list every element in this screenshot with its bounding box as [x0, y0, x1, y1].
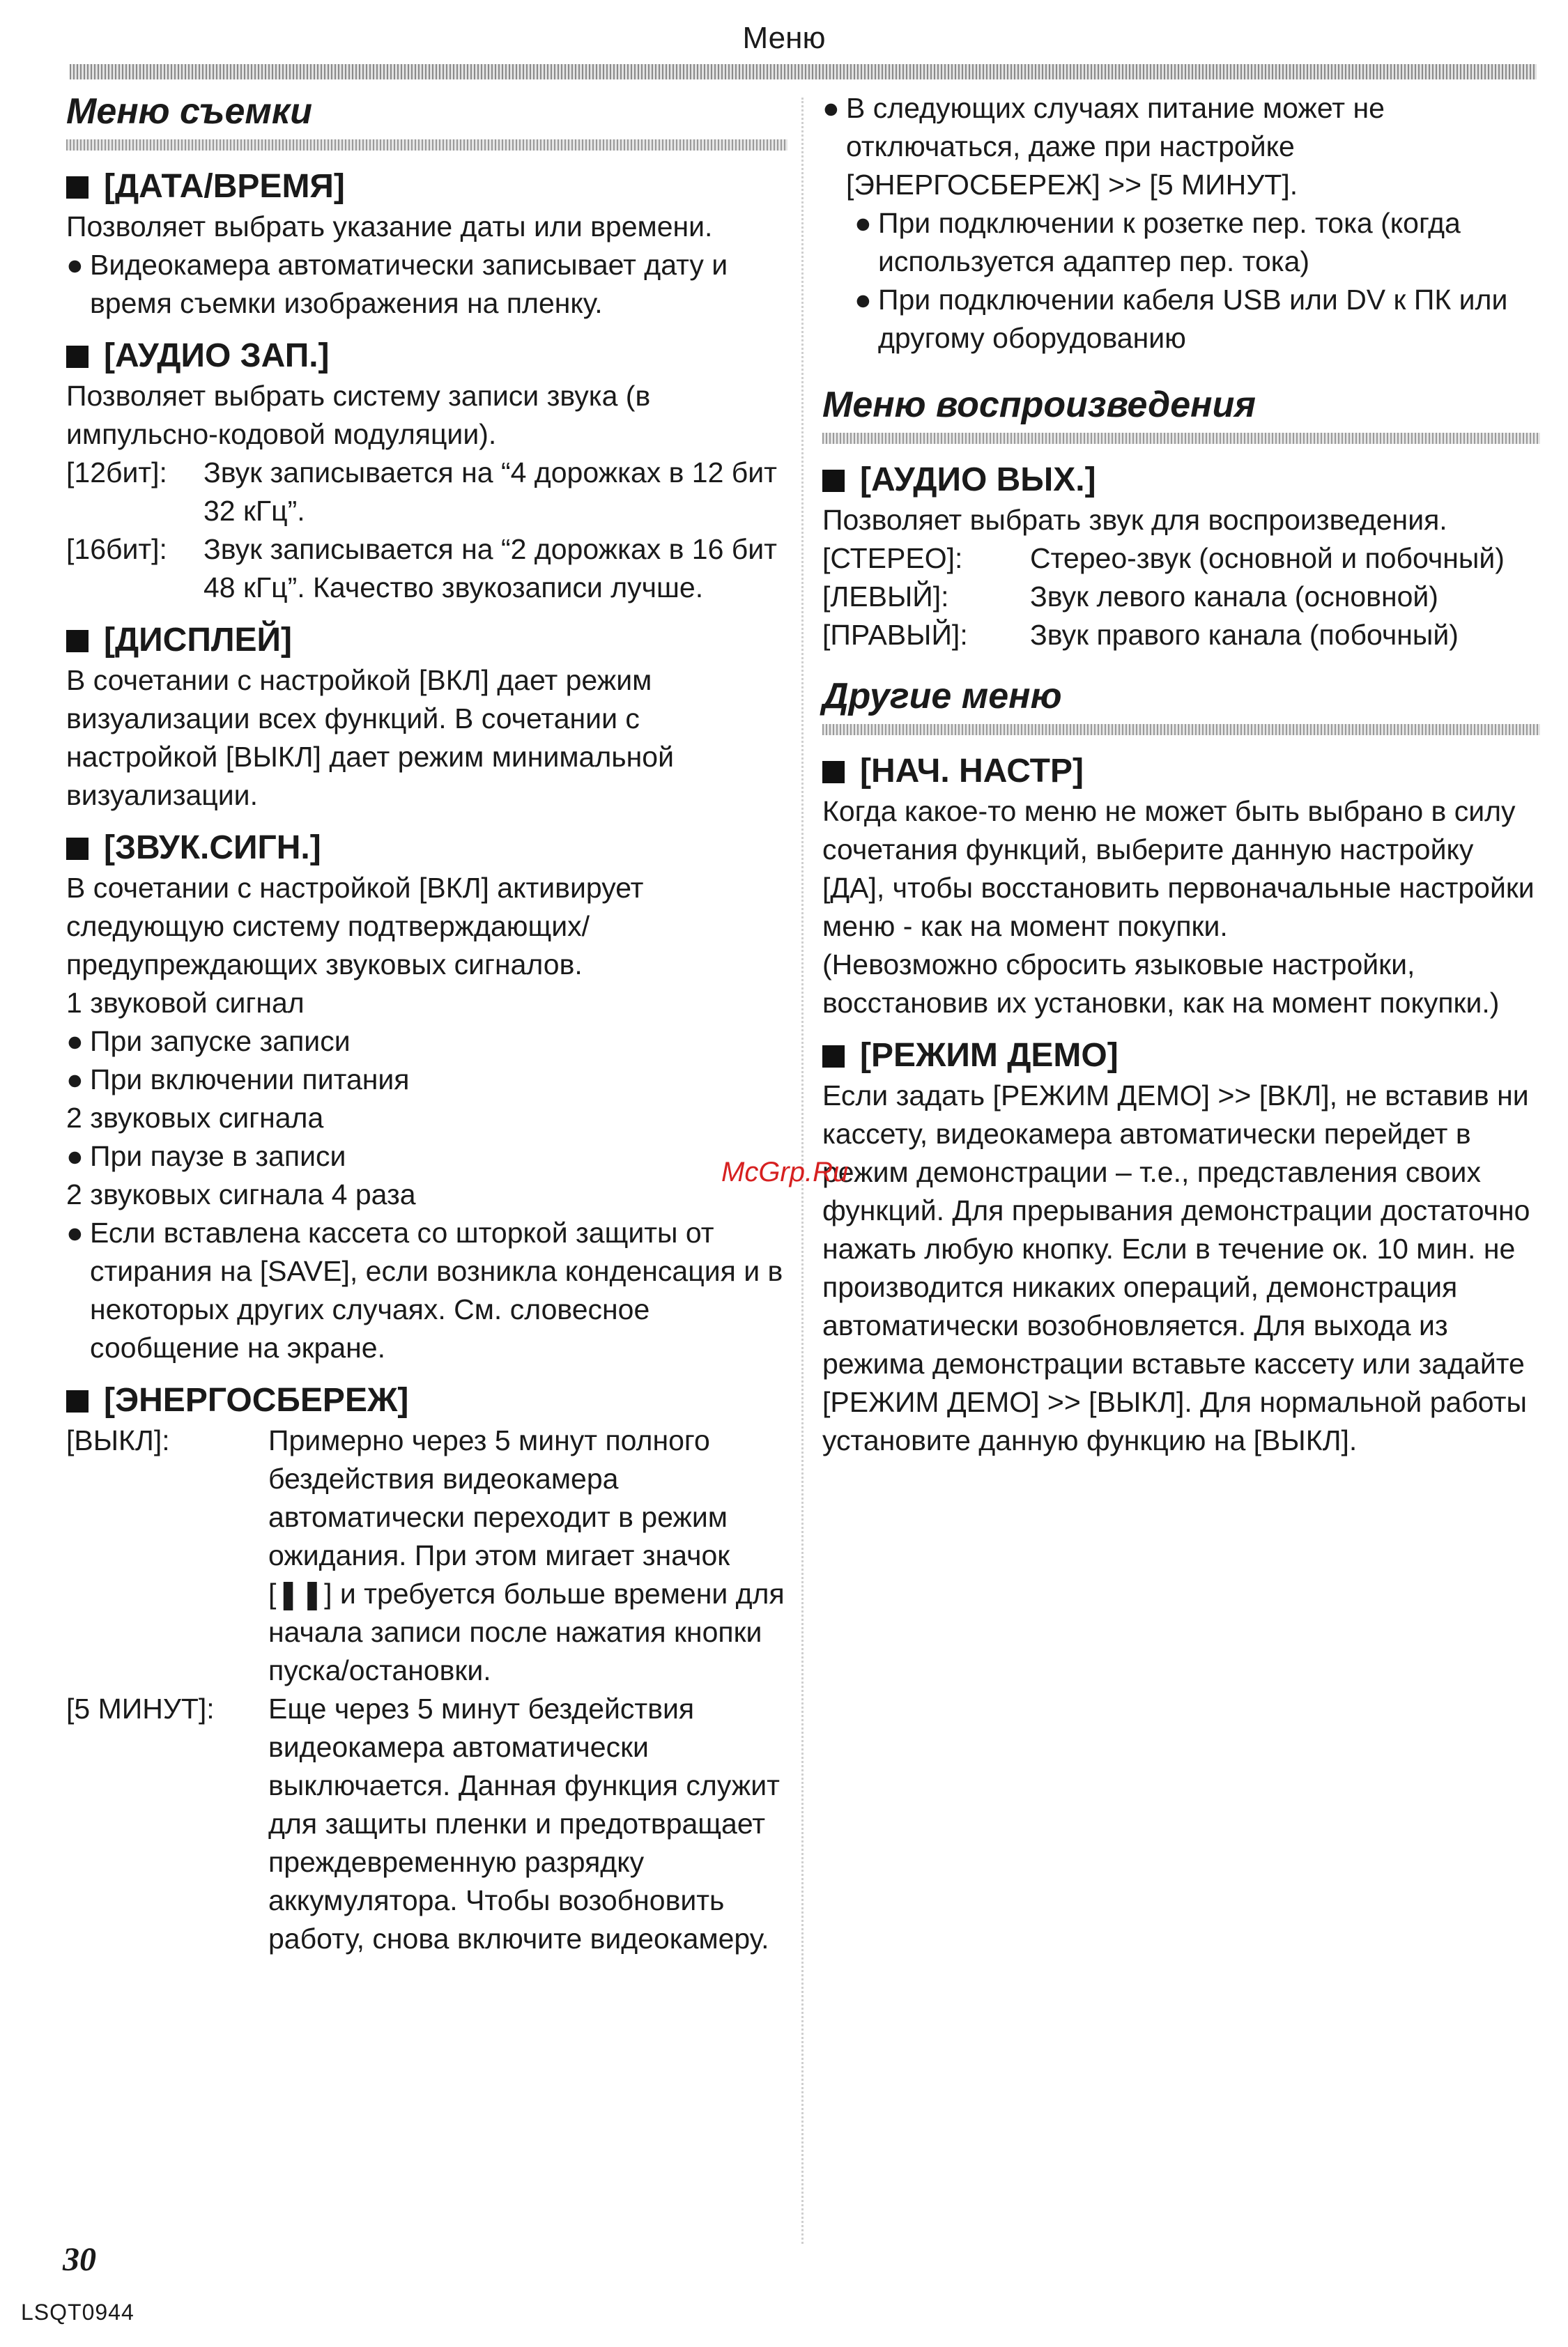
bullet-dot-icon: ●: [854, 284, 872, 316]
list-item: ● Видеокамера автоматически записывает дату и время съемки изображения на пленку.: [66, 246, 787, 323]
item-title-power-save: [ЭНЕРГОСБЕРЕЖ]: [66, 1380, 787, 1422]
list-item: ● В следующих случаях питание может не отключаться, даже при настройке [ЭНЕРГОСБЕРЕЖ] >> [5 МИНУТ].: [822, 89, 1540, 204]
item-title-audio-rec: [АУДИО ЗАП.]: [66, 335, 787, 377]
option-desc: Звук записывается на “4 дорожках в 12 бит 32 кГц”.: [203, 456, 777, 527]
list-item: ● При подключении к розетке пер. тока (когда используется адаптер пер. тока): [822, 204, 1540, 281]
option-desc: Звук записывается на “2 дорожках в 16 бит 48 кГц”. Качество звукозаписи лучше.: [203, 533, 777, 603]
beep-line: 1 звуковой сигнал: [66, 987, 305, 1019]
beep-line: 2 звуковых сигнала 4 раза: [66, 1178, 416, 1210]
display-text: В сочетании с настройкой [ВКЛ] дает режим визуализации всех функций. В сочетании с настройкой [ВЫКЛ] дает режим минимальной визуализации.: [66, 664, 674, 811]
bullet-dot-icon: ●: [66, 1217, 84, 1249]
square-bullet-icon: [822, 761, 845, 783]
option-row: [66, 1690, 787, 1958]
option-term: [ПРАВЫЙ]:: [822, 619, 968, 651]
demo-text: Если задать [РЕЖИМ ДЕМО] >> [ВКЛ], не вставив ни кассету, видеокамера автоматически перейдет в режим демонстрации – т.е., представления своих функций. Для прерывания демонстрации достаточно нажать любую кнопку. Если в течение ок. 10 мин. не производится никаких операций, демонстрация автоматически возобновляется. Для выхода из режима демонстрации вставьте кассету или задайте [РЕЖИМ ДЕМО] >> [ВЫКЛ]. Для нормальной работы установите данную функцию на [ВЫКЛ].: [822, 1079, 1530, 1456]
initial-text: Когда какое-то меню не может быть выбрано в силу сочетания функций, выберите данную настройку [ДА], чтобы восстановить первоначальные настройки меню - как на момент покупки.: [822, 795, 1535, 942]
right-column: [822, 89, 1540, 1460]
square-bullet-icon: [822, 1045, 845, 1068]
audio-out-text: Позволяет выбрать звук для воспроизведения.: [822, 504, 1447, 536]
option-row: [822, 578, 1540, 616]
option-term: [СТЕРЕО]:: [822, 542, 963, 574]
item-title-initial-setup: [НАЧ. НАСТР]: [822, 751, 1540, 792]
option-term: [ЛЕВЫЙ]:: [822, 580, 949, 613]
item-title-date-time: [ДАТА/ВРЕМЯ]: [66, 166, 787, 208]
item-title-beep: [ЗВУК.СИГН.]: [66, 827, 787, 869]
bullet-dot-icon: ●: [66, 1140, 84, 1172]
item-title-audio-out: [АУДИО ВЫХ.]: [822, 459, 1540, 501]
page-header: Меню: [742, 21, 826, 55]
square-bullet-icon: [822, 470, 845, 492]
bullet-dot-icon: ●: [854, 207, 872, 239]
audio-rec-text: Позволяет выбрать систему записи звука (в импульсно-кодовой модуляции).: [66, 380, 651, 450]
option-term: [5 МИНУТ]:: [66, 1693, 215, 1725]
header-rule: [70, 64, 1537, 79]
option-row: [822, 616, 1540, 654]
bullet-dot-icon: ●: [66, 1025, 84, 1057]
section-rule: [66, 139, 787, 151]
option-term: [12бит]:: [66, 456, 167, 488]
option-desc: Звук правого канала (побочный): [1030, 619, 1459, 651]
list-item: ● При подключении кабеля USB или DV к ПК или другому оборудованию: [822, 281, 1540, 357]
item-title-demo-mode: [РЕЖИМ ДЕМО]: [822, 1035, 1540, 1077]
square-bullet-icon: [66, 838, 89, 860]
date-time-text: Позволяет выбрать указание даты или времени.: [66, 210, 713, 243]
option-desc: Звук левого канала (основной): [1030, 580, 1438, 613]
option-desc: Примерно через 5 минут полного бездействия видеокамера автоматически переходит в режим ожидания. При этом мигает значок [❚❚] и требуется больше времени для начала записи после нажатия кнопки пуска/остановки.: [268, 1424, 785, 1686]
square-bullet-icon: [66, 346, 89, 368]
option-desc: Стерео-звук (основной и побочный): [1030, 542, 1505, 574]
list-item: ● При запуске записи: [66, 1022, 787, 1061]
option-term: [16бит]:: [66, 533, 167, 565]
bullet-dot-icon: ●: [66, 249, 84, 281]
document-code: LSQT0944: [21, 2300, 134, 2325]
option-row: [66, 530, 787, 607]
option-term: [ВЫКЛ]:: [66, 1424, 170, 1456]
option-row: [66, 1422, 787, 1690]
page-number: 30: [63, 2241, 96, 2278]
bullet-dot-icon: ●: [822, 92, 840, 124]
section-title-other-menus: Другие меню: [822, 676, 1062, 716]
bullet-dot-icon: ●: [66, 1063, 84, 1095]
square-bullet-icon: [66, 630, 89, 652]
left-column: [66, 89, 787, 1958]
item-title-display: [ДИСПЛЕЙ]: [66, 620, 787, 661]
initial-note: (Невозможно сбросить языковые настройки, восстановив их установки, как на момент покупки.): [822, 948, 1500, 1019]
option-row: [822, 539, 1540, 578]
section-title-recording-menu: Меню съемки: [66, 91, 312, 132]
option-desc: Еще через 5 минут бездействия видеокамера автоматически выключается. Данная функция служит для защиты пленки и предотвращает преждевременную разрядку аккумулятора. Чтобы возобновить работу, снова включите видеокамеру.: [268, 1693, 780, 1955]
square-bullet-icon: [66, 1390, 89, 1413]
beep-line: 2 звуковых сигнала: [66, 1102, 324, 1134]
square-bullet-icon: [66, 176, 89, 199]
section-rule: [822, 433, 1540, 444]
list-item: ● При паузе в записи: [66, 1137, 787, 1176]
beep-text: В сочетании с настройкой [ВКЛ] активирует следующую систему подтверждающих/ предупреждающих звуковых сигналов.: [66, 872, 644, 980]
section-title-playback-menu: Меню воспроизведения: [822, 385, 1256, 425]
list-item: ● При включении питания: [66, 1061, 787, 1099]
list-item: ● Если вставлена кассета со шторкой защиты от стирания на [SAVE], если возникла конденсация и в некоторых других случаях. См. словесное сообщение на экране.: [66, 1214, 787, 1367]
watermark: McGrp.Ru: [721, 1157, 849, 1187]
option-row: [66, 454, 787, 530]
section-rule: [822, 724, 1540, 735]
